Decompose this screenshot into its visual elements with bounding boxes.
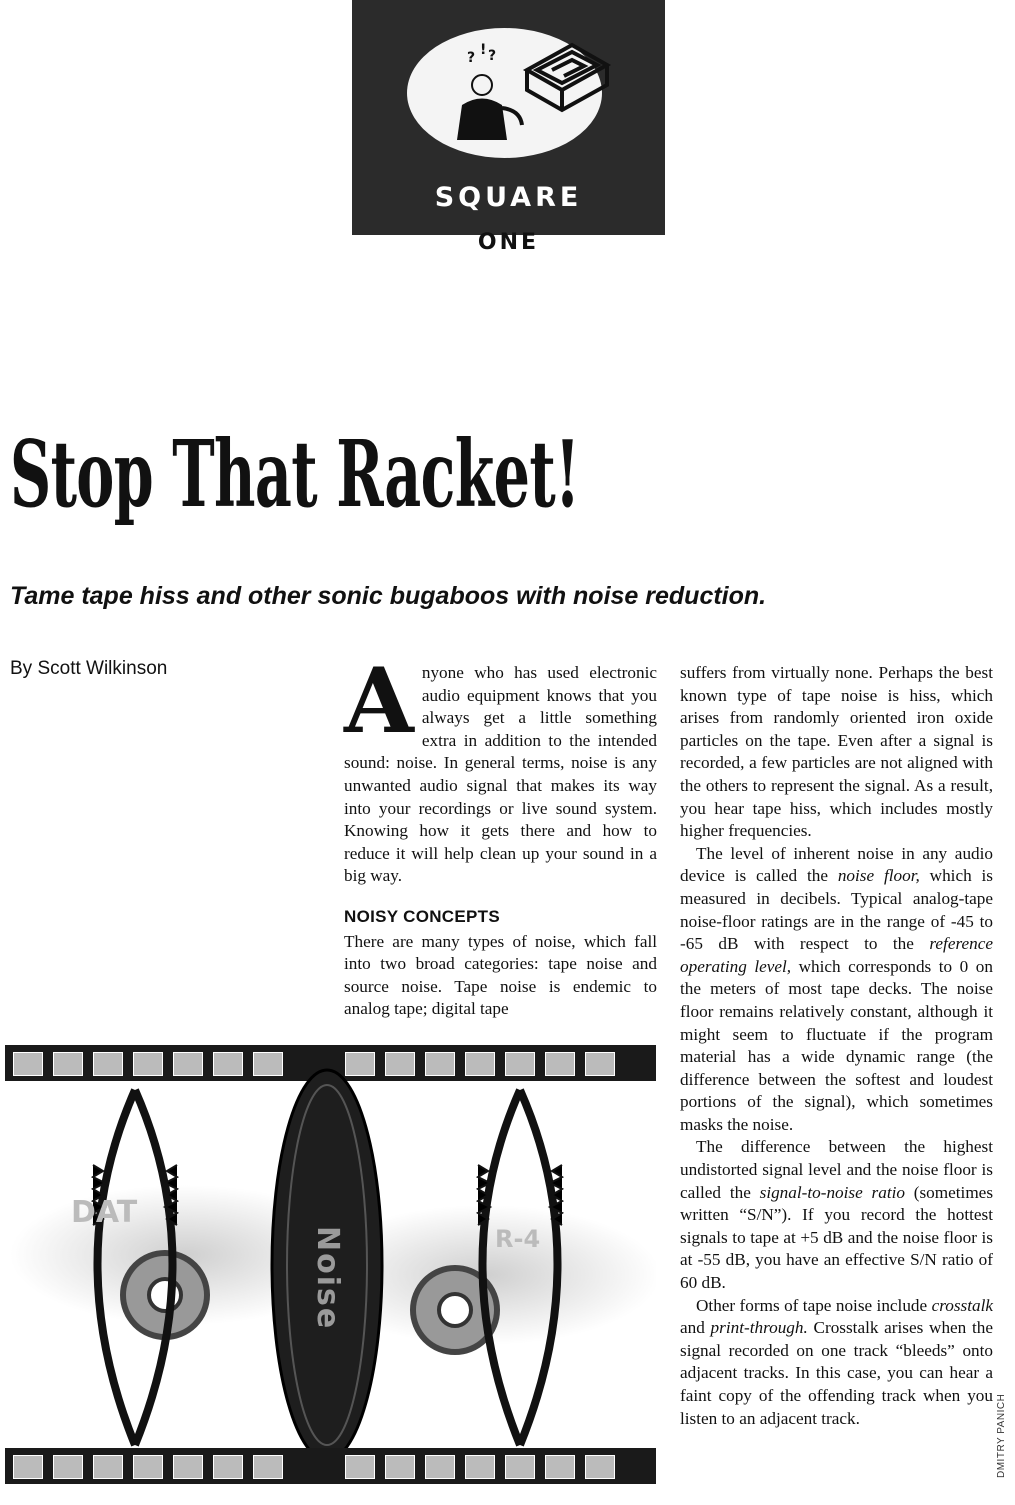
svg-text:?: ?	[488, 48, 497, 64]
paragraph-snr	[680, 1136, 993, 1294]
strip-frame	[505, 1455, 535, 1479]
strip-frame	[173, 1455, 203, 1479]
text-run: The level of inherent noise in any audio device is called the	[680, 843, 993, 886]
strip-frame	[585, 1455, 615, 1479]
text-run: Crosstalk arises when the signal recorded on one track “bleeds” onto adjacent tracks. In this case, you can hear a faint copy of the offending track when you listen to an adjacent track.	[680, 1318, 993, 1428]
department-kicker-second-line: ONE	[477, 230, 540, 252]
article-headline: Stop That Racket!	[10, 420, 580, 528]
strip-frame	[253, 1455, 283, 1479]
intro-text: nyone who has used electronic audio equipment knows that you always get a little something extra in addition to the intended sound: noise. In general terms, noise is any unwanted audio signal that makes its way into your recordings or live sound system. Knowing how it gets there and how to reduce it will help clean up your sound in a big way.	[344, 663, 657, 886]
term-reference-level: reference operating level,	[680, 934, 993, 976]
text-run: which corresponds to 0 on the meters of most tape decks. The noise floor remains relatively constant, although it might seem to fluctuate if the program material has a wide dynamic range (the difference between the softest and loudest portions of the signal), which sometimes masks the noise.	[680, 956, 993, 1134]
term-crosstalk: crosstalk	[931, 1295, 993, 1315]
paragraph-noise-floor	[680, 843, 993, 1137]
strip-frame	[53, 1455, 83, 1479]
disc-noise-text: Noise	[310, 1226, 345, 1331]
concepts-paragraph: There are many types of noise, which fall into two broad categories: tape noise and source noise. Tape noise is endemic to analog tape; digital tape	[344, 931, 657, 1019]
strip-frame	[345, 1455, 375, 1479]
bottom-transport-strip	[5, 1448, 656, 1484]
text-run: Other forms of tape noise include	[696, 1295, 932, 1315]
strip-frame	[545, 1455, 575, 1479]
term-noise-floor: noise floor,	[837, 866, 920, 886]
strip-frame	[425, 1455, 455, 1479]
paragraph-hiss: suffers from virtually none. Perhaps the best known type of tape noise is hiss, which arises from randomly oriented iron oxide particles on the tape. Even after a signal is recorded, a few particles are not aligned with the others to represent the signal. As a result, you hear tape hiss, which includes mostly higher frequencies.	[680, 663, 993, 841]
strip-frame	[133, 1455, 163, 1479]
body-column-1	[344, 648, 657, 1021]
noise-illustration	[5, 1045, 656, 1485]
text-run: The difference between the highest undistorted signal level and the noise floor is called the	[680, 1137, 993, 1202]
body-column-2	[680, 662, 993, 1430]
department-header	[352, 0, 665, 235]
article-byline: By Scott Wilkinson	[10, 658, 168, 679]
department-kicker: SQUARE	[434, 182, 583, 213]
svg-text:!: !	[480, 42, 487, 58]
strip-frame	[13, 1455, 43, 1479]
cassette-label-right: R-4	[495, 1225, 541, 1253]
term-print-through: print-through.	[710, 1318, 808, 1338]
article-deck: Tame tape hiss and other sonic bugaboos with noise reduction.	[10, 582, 767, 610]
term-snr: signal-to-noise ratio	[759, 1182, 905, 1202]
illustration-credit: DMITRY PANICH	[996, 1393, 1007, 1478]
svg-text:?: ?	[467, 50, 476, 66]
text-run: which is measured in decibels. Typical analog-tape noise-floor ratings are in the range of -45 to -65 dB with respect to the	[680, 866, 994, 954]
text-run: and	[680, 1318, 711, 1338]
text-run: (sometimes written “S/N”). If you record the hottest signals to tape at +5 dB and the noise floor is at -55 dB, you have an effective S/N ratio of 60 dB.	[680, 1182, 994, 1293]
strip-frame	[93, 1455, 123, 1479]
strip-frame	[213, 1455, 243, 1479]
paragraph-crosstalk	[680, 1295, 993, 1431]
drop-cap: A	[344, 648, 414, 754]
intro-paragraph	[344, 648, 657, 888]
subhead: NOISY CONCEPTS	[344, 906, 500, 926]
cassette-label-left: DAT	[71, 1195, 138, 1230]
confused-person-maze-icon	[412, 30, 612, 150]
strip-frame	[385, 1455, 415, 1479]
strip-frame	[465, 1455, 495, 1479]
